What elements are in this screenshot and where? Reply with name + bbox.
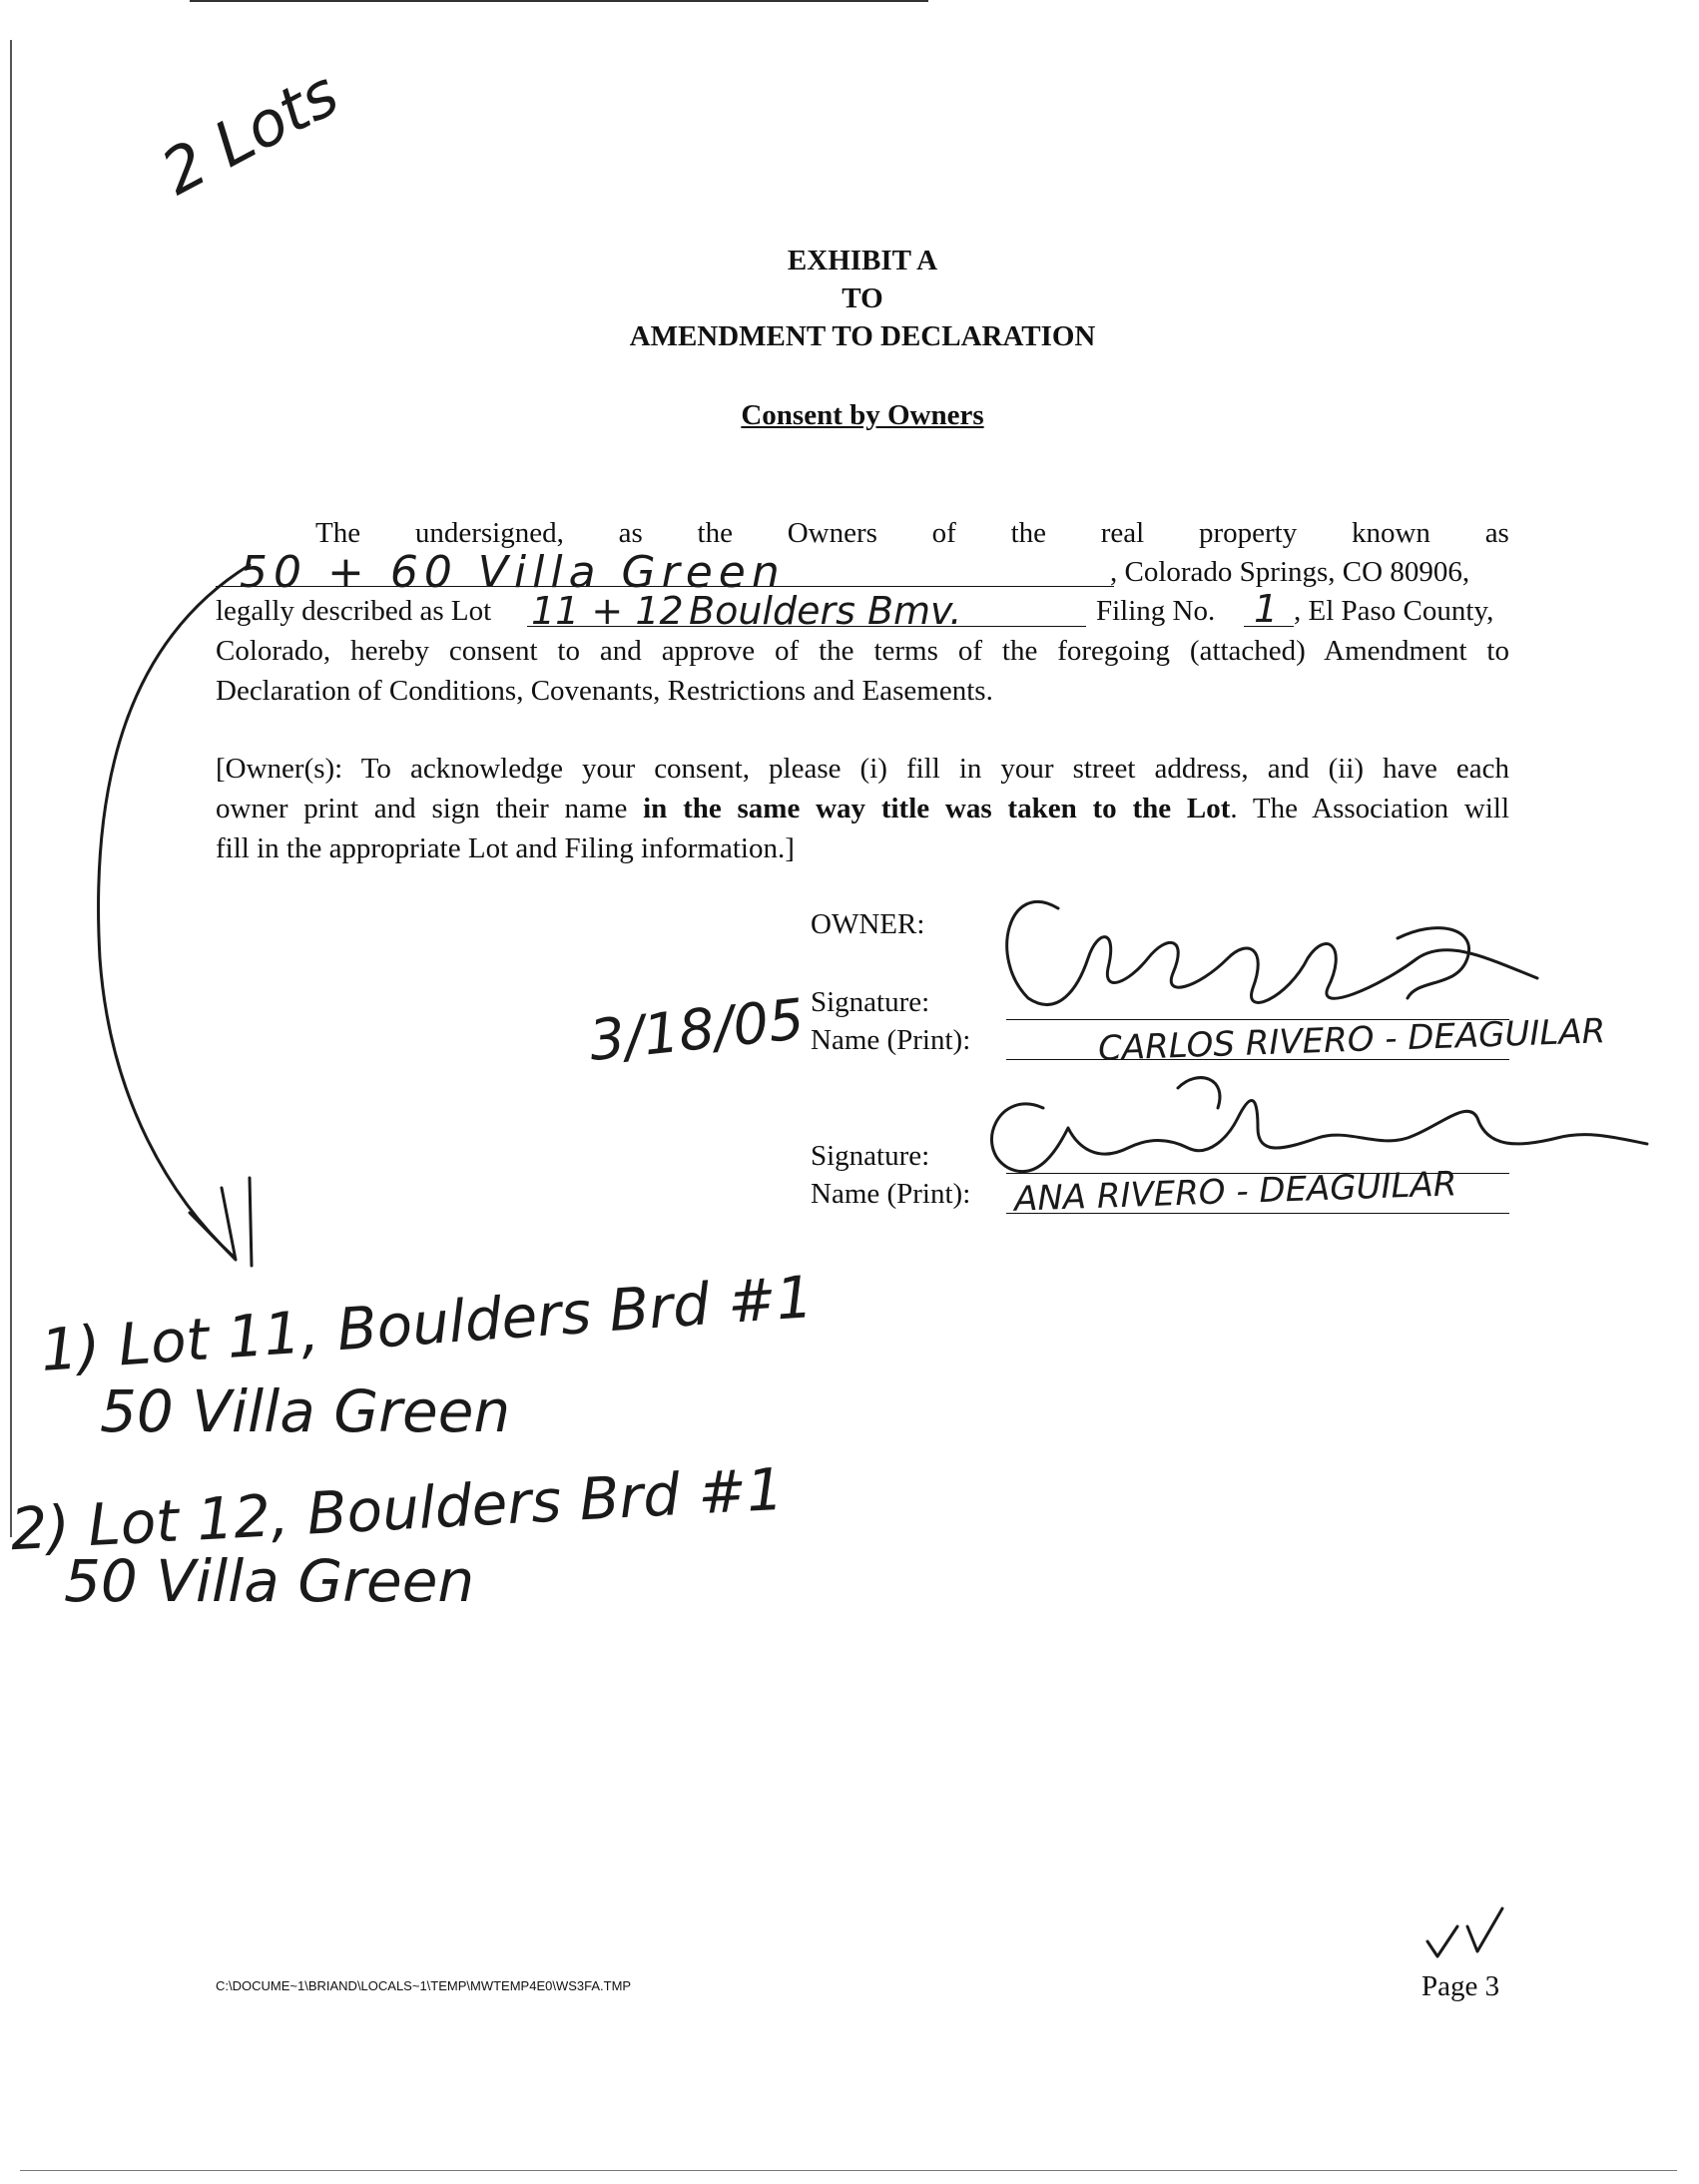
filing-label: Filing No. (1096, 595, 1216, 627)
amendment-title: AMENDMENT TO DECLARATION (629, 320, 1096, 352)
owner-label: OWNER: (811, 908, 925, 940)
note-lot-11: 1) Lot 11, Boulders Brd #1 (38, 1263, 816, 1384)
word: The (315, 517, 361, 549)
word: as (1484, 517, 1509, 549)
signature-label-1: Signature: (811, 986, 930, 1018)
exhibit-title: EXHIBIT A (787, 245, 938, 276)
margin-note-2-lots: 2 Lots (150, 56, 350, 210)
word: undersigned, (414, 517, 564, 549)
para2-line1: [Owner(s): To acknowledge your consent, please (i) fill in your street address, and (ii) have each (216, 753, 1509, 785)
footer-file-path: C:\DOCUME~1\BRIAND\LOCALS~1\TEMP\MWTEMP4E0\WS3FA.TMP (216, 1978, 632, 1993)
margin-arrow-curve (99, 565, 250, 1258)
consent-heading-text: Consent by Owners (741, 399, 984, 431)
filing-handwritten: 1 (1254, 587, 1279, 631)
name-print-label-1: Name (Print): (811, 1024, 971, 1056)
page-number: Page 3 (1421, 1970, 1500, 2002)
word: Owners (787, 517, 877, 549)
owner2-printed-name: ANA RIVERO - DEAGUILAR (1013, 1164, 1458, 1220)
signature-label-2: Signature: (811, 1140, 930, 1172)
note-lot-12-address: 50 Villa Green (64, 1547, 475, 1615)
signature-ana (992, 1101, 1647, 1172)
county-suffix: , El Paso County, (1294, 595, 1494, 627)
name-print-label-2: Name (Print): (811, 1178, 971, 1210)
para2-line2-bold: in the same way title was taken to the Lot (643, 793, 1231, 824)
para2-line2-prefix: owner print and sign their name (216, 793, 644, 824)
note-lot-12: 2) Lot 12, Boulders Brd #1 (8, 1454, 786, 1564)
owner1-printed-name: CARLOS RIVERO - DEAGUILAR (1097, 1011, 1606, 1069)
signature-carlos-loop (1398, 928, 1469, 998)
word: of (931, 517, 956, 549)
word: real (1100, 517, 1145, 549)
signature-carlos (1007, 901, 1537, 1004)
lot-label: legally described as Lot (216, 595, 492, 627)
lot-handwritten: 11 + 12 (531, 589, 684, 633)
word: known (1351, 517, 1430, 549)
date-handwritten: 3/18/05 (586, 986, 808, 1075)
margin-arrow-head-2 (250, 1178, 252, 1266)
word: as (618, 517, 643, 549)
margin-arrow-head-1 (190, 1188, 236, 1260)
signature-ana-upper (1178, 1078, 1220, 1108)
word: the (697, 517, 733, 549)
address-suffix: , Colorado Springs, CO 80906, (1110, 556, 1470, 588)
para2-line2-suffix: . The Association will (1230, 793, 1509, 824)
word: property (1198, 517, 1298, 549)
para1-line5: Declaration of Conditions, Covenants, Restrictions and Easements. (216, 675, 993, 707)
initials-text (1417, 1897, 1462, 1936)
para2-line3: fill in the appropriate Lot and Filing information.] (216, 832, 795, 864)
exhibit-title-to: TO (842, 282, 883, 314)
address-handwritten: 50 + 60 Villa Green (240, 547, 786, 598)
para1-line4: Colorado, hereby consent to and approve of the terms of the foregoing (attached) Amendment to (216, 635, 1509, 667)
subdivision-handwritten: Boulders Bmv. (689, 589, 962, 633)
note-lot-11-address: 50 Villa Green (100, 1377, 511, 1445)
word: the (1010, 517, 1047, 549)
